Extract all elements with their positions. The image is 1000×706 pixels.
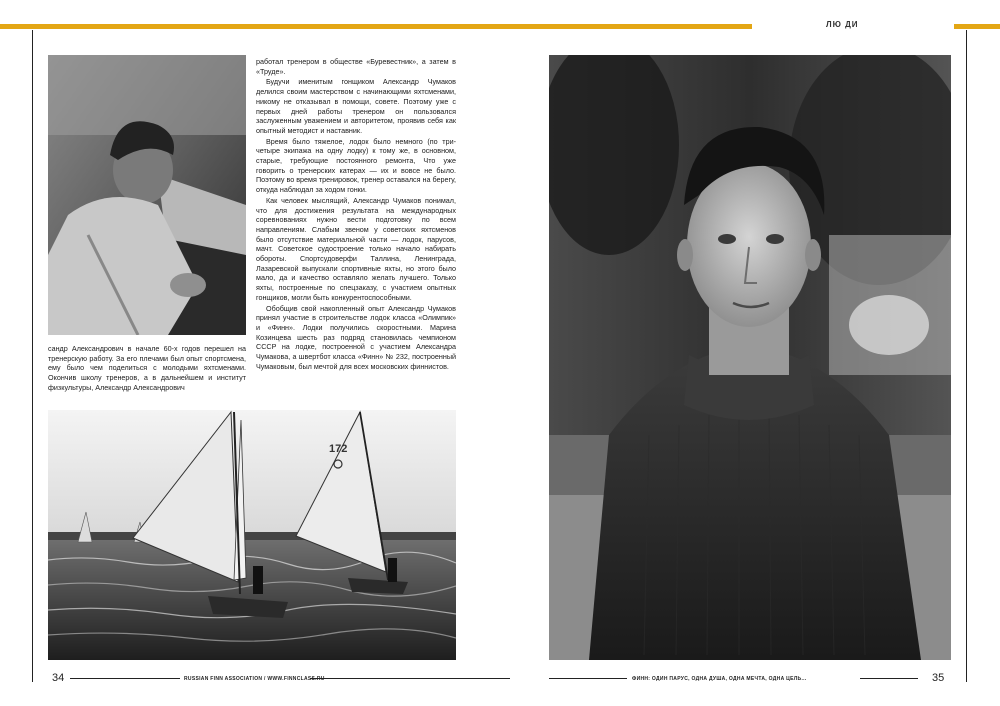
photo-sailboats	[48, 410, 456, 660]
paragraph: Обобщив свой накопленный опыт Александр Чумаков принял участие в строительстве лодок класса «Олимпик» и «Финн». Лодки получились скоростными. Марина Козинцева шесть раз подряд становилась чемпионом СССР на лодке, построенной с участием Александра Чумакова, а швертбот класса «Финн» № 232, построенный Чумаковым, был мечтой для всех московских финнистов.	[256, 303, 456, 371]
footer-rule-left-b	[310, 678, 510, 679]
sail-number: 172	[329, 443, 348, 455]
photo-portrait	[549, 55, 951, 660]
photo-man-in-boat	[48, 55, 246, 335]
footer-text-right: ФИНН: ОДИН ПАРУС, ОДНА ДУША, ОДНА МЕЧТА, ОДНА ЦЕЛЬ...	[632, 676, 807, 682]
page-number-right: 35	[932, 672, 945, 684]
left-margin-rule	[32, 30, 33, 682]
paragraph: Как человек мыслящий, Александр Чумаков понимал, что для достижения результата на международных соревнованиях нужно вести подготовку по всем направлениям. Слабым звеном у советских яхтсменов было отсутствие материальной части — лодок, парусов, мачт. Советское судостроение только начало набирать обороты. Спортсудоверфи Таллина, Ленинграда, Лазаревской выпускали спортивные яхты, но этого было мало, да и качество оставляло желать лучшего. Только яхты, построенные по спецзаказу, с участием опытных гонщиков, могли быть конкурентоспособными.	[256, 195, 456, 302]
footer-rule-right-a	[549, 678, 627, 679]
footer-rule-left-a	[70, 678, 180, 679]
page-number-left: 34	[52, 672, 65, 684]
footer-rule-right-b	[860, 678, 918, 679]
right-margin-rule	[966, 30, 967, 682]
section-label: ЛЮ ДИ	[826, 20, 859, 29]
paragraph: работал тренером в обществе «Буревестник», а затем в «Труде».	[256, 57, 456, 76]
header-accent-bar-left	[0, 24, 752, 29]
footer-text-left: RUSSIAN FINN ASSOCIATION / WWW.FINNCLASS.RU	[184, 676, 325, 682]
paragraph: сандр Александрович в начале 60-х годов перешел на тренерскую работу. За его плечами был опыт спортсмена, ему было чем поделиться с молодыми яхтсменами. Окончив школу тренеров, а в дальнейшем и институт физкультуры, Александр Александрович	[48, 344, 246, 392]
paragraph: Время было тяжелое, лодок было немного (по три-четыре экипажа на одну лодку) к тому же, в основном, старые, требующие постоянного ремонта, Что уже говорить о тренерских катерах — их и вовсе не было. Поэтому во время тренировок, тренер оставался на берегу, откуда наблюдал за ходом гонки.	[256, 136, 456, 195]
text-column-right	[256, 57, 456, 373]
text-column-left	[48, 344, 246, 394]
paragraph: Будучи именитым гонщиком Александр Чумаков делился своим мастерством с начинающими яхтсменами, никому не отказывал в помощи, совете. Поэтому уже с первых дней работы тренером он пользовался заслуженным уважением и авторитетом, проявив себя как опытный методист и наставник.	[256, 77, 456, 135]
header-accent-bar-right	[954, 24, 1000, 29]
